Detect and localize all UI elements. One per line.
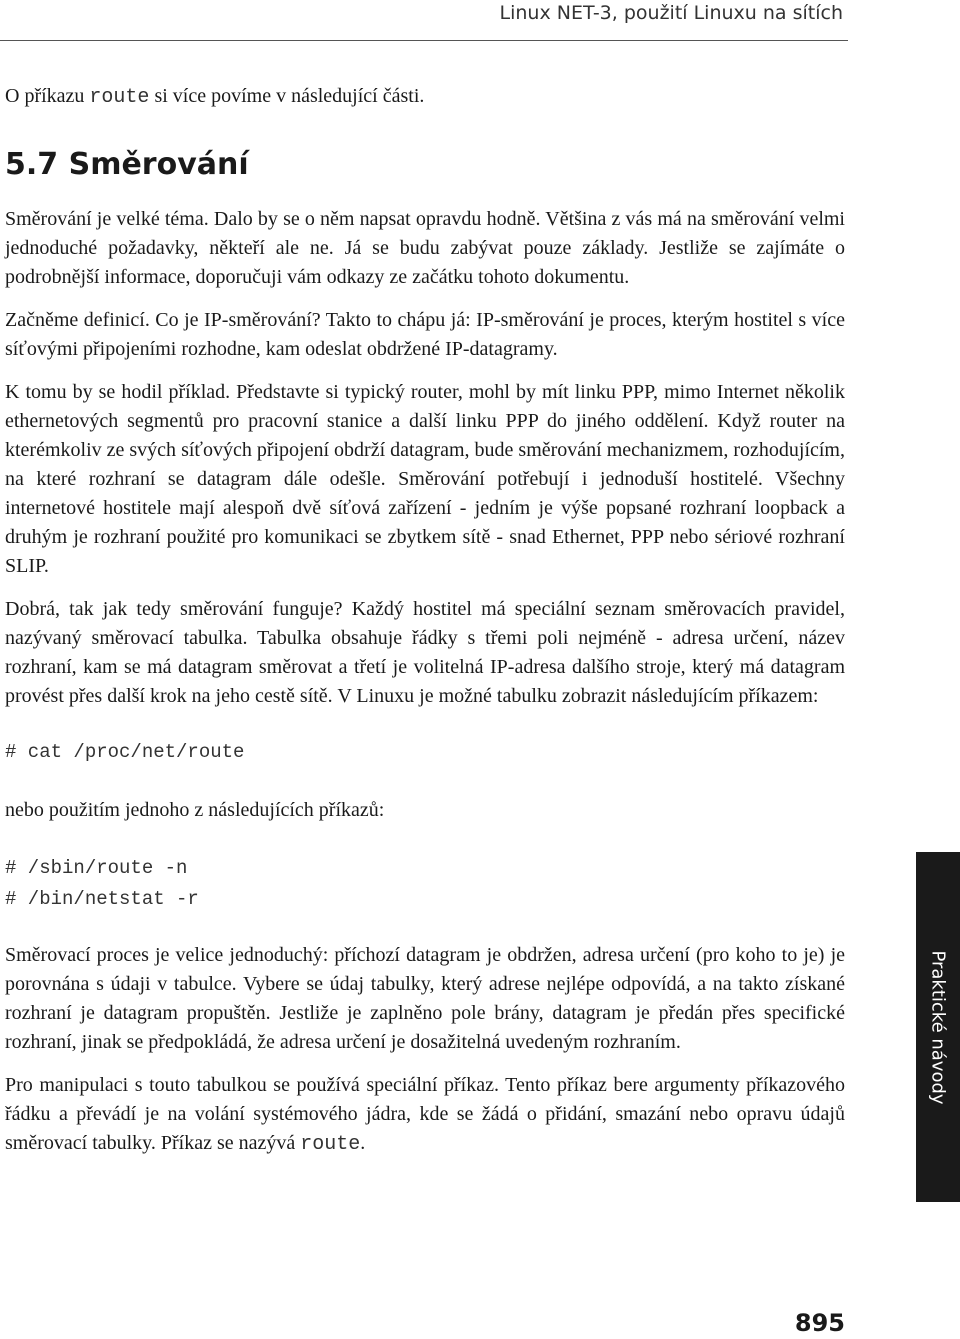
body-text [5, 205, 850, 1159]
section-title: 5.7 Směrování [5, 147, 249, 182]
paragraph-4: Dobrá, tak jak tedy směrování funguje? Každý hostitel má speciální seznam směrovacích pravidel, nazývaný směrovací tabulka. Tabulka obsahuje řádky s třemi poli nejméně - adresa určení, název rozhraní, kam se má datagram směrovat a třetí je volitelná IP-adresa dalšího stroje, který má datagram provést přes další krok na jeho cestě sítě. V Linuxu je možné tabulku zobrazit následujícím příkazem: [5, 598, 850, 707]
paragraph-2: Začněme definicí. Co je IP-směrování? Takto to chápu já: IP-směrování je proces, kterým hostitel s více síťovými připojeními rozhodne, kam odeslat obdržené IP-datagramy. [5, 309, 850, 360]
page-number: 895 [794, 1309, 845, 1337]
route-command: route [300, 1133, 361, 1156]
side-tab-label: Praktické návody [927, 949, 949, 1105]
paragraph-3: K tomu by se hodil příklad. Představte si typický router, mohl by mít linku PPP, mimo Internet několik ethernetových segmentů pro pracovní stanice a další linku PPP do jiného oddělení. Když router na kterémkoliv ze svých síťových připojení obdrží datagram, bude směrování mechanizmem, rozhodujícím, na které rozhraní se datagram dále odešle. Směrování potřebují i jednoduší hostitelé. Všechny internetové hostitele mají alespoň dvě síťová zařízení - jedním je výše popsané rozhraní loopback a druhým je rozhraní použité pro komunikaci se zbytkem sítě - snad Ethernet, PPP nebo sériové rozhraní SLIP. [5, 381, 850, 577]
paragraph-last: Pro manipulaci s touto tabulkou se používá speciální příkaz. Tento příkaz bere argumenty příkazového řádku a převádí je na volání systémového jádra, kde se žádá o přidání, smazání nebo opravu údajů směrovací tabulky. Příkaz se nazývá route. [5, 1074, 850, 1156]
route-command: route [89, 86, 150, 109]
paragraph-between: nebo použitím jednoho z následujících příkazů: [5, 799, 385, 821]
intro-paragraph: O příkazu route si více povíme v následující části. [5, 85, 425, 109]
header-rule [0, 40, 848, 41]
paragraph-5: Směrovací proces je velice jednoduchý: příchozí datagram je obdržen, adresa určení (pro koho to je) je porovnána s údaji v tabulce. Vybere se údaj tabulky, který adrese nejlépe odpovídá, a na takto získané rozhraní je datagram propuštěn. Jestliže je zaplněno pole brány, datagram je předán přes specifické rozhraní, jinak se předpokládá, že adresa určení je dosažitelná uvedeným rozhraním. [5, 944, 850, 1053]
running-header: Linux NET-3, použití Linuxu na sítích [499, 2, 843, 24]
code-block-2: # /sbin/route -n # /bin/netstat -r [5, 857, 199, 910]
paragraph-1: Směrování je velké téma. Dalo by se o něm napsat opravdu hodně. Většina z vás má na směrování velmi jednoduché požadavky, někteří ale ne. Já se budu zabývat pouze základy. Jestliže se zajímáte o podrobnější informace, doporučuji vám odkazy ze začátku tohoto dokumentu. [5, 208, 850, 288]
chapter-side-tab [916, 852, 960, 1202]
code-block-1: # cat /proc/net/route [5, 741, 245, 763]
